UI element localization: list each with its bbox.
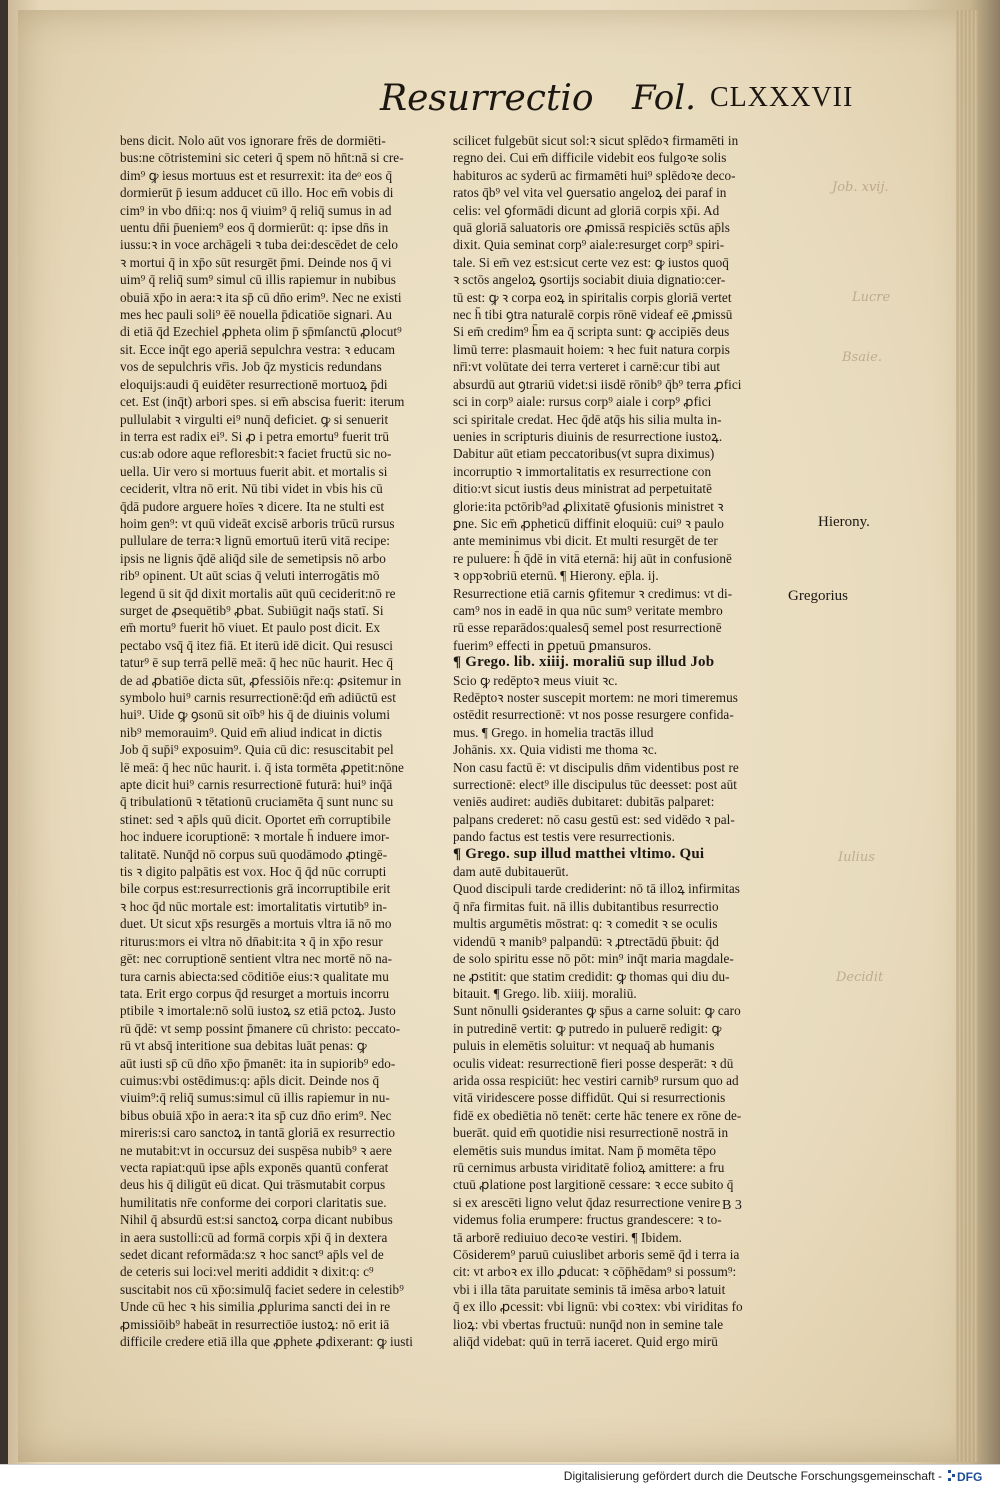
text-line: Si em̄ credim⁹ h̄m ea q̄ scripta sunt: ꝙ accipiēs deus — [453, 324, 730, 340]
text-line: aūt iusti sp̄ cū dn̄o xp̄o p̄manēt: ita in supiorib⁹ edo- — [120, 1055, 396, 1071]
text-line: in terra est radix ei⁹. Si ꝓ i petra emortu⁹ fuerit trū — [120, 428, 389, 444]
text-line: cim⁹ in vbo dn̄i:q: nos q̄ viuim⁹ q̄ reliq̄ sumus in ad — [120, 202, 392, 218]
text-line: oculis videat: resurrectionē fieri posse desperāt: ꝛ dū — [453, 1055, 734, 1071]
text-line: ctuū ꝓlatione post largitionē cessare: ꝛ ecce subito q̄ — [453, 1177, 734, 1193]
text-line: dam autē dubitauerūt. — [453, 864, 569, 880]
text-line: scilicet fulgebūt sicut sol:ꝛ sicut splēdoꝛ firmamēti in — [453, 133, 739, 148]
text-line: stinet: sed ꝛ ap̄ls quū dicit. Oportet em̄ corruptibile — [120, 811, 391, 827]
running-head-folio-number: CLXXXVII — [710, 82, 854, 113]
footer-bar — [0, 1464, 1000, 1489]
text-line: vitā viridescere posse diffidūt. Qui si resurrectionis — [453, 1090, 726, 1106]
text-line: Dabitur aūt etiam peccatoribus(vt supra diximus) — [453, 446, 715, 462]
text-line: de solo spiritu esse nō pōt: min⁹ inq̄t maria magdale- — [453, 951, 734, 967]
text-line: Non casu factū ē: vt discipulis dn̄m videntibus post re — [453, 759, 739, 775]
text-line: de ad ꝓbatiōe dicta sūt, ꝓfessiōis nr̄e:q: ꝓsitemur in — [120, 672, 402, 688]
text-line: tā arborē rediuiuo decoꝛe vestiri. ¶ Ibidem. — [453, 1229, 683, 1245]
text-line: tale. Si em̄ vez est:sicut certe vez est: ꝙ iustos quoq̄ — [453, 254, 729, 270]
text-line: talitatē. Nunq̄d nō corpus suū quodāmodo ꝓtingē- — [120, 846, 388, 862]
text-line: elemētis suis mundus imitat. Nam p̄ momēta tēpo — [453, 1142, 717, 1158]
text-line: ptibile ꝛ imortale:nō solū iustoꝝ sz etiā pctoꝝ. Justo — [120, 1003, 396, 1019]
text-line: absurdū aut ꝯtrariū videt:si iisdē rōnib⁹ q̄b⁹ terra ꝓfici — [453, 376, 742, 392]
text-line: mireris:si caro sanctoꝝ in tantā gloriā ex resurrectio — [120, 1125, 396, 1141]
text-line: eloquijs:audi q̄ euidēter resurrectionē mortuoꝝ p̄di — [120, 376, 388, 392]
dfg-logo-text: DFG — [957, 1470, 983, 1484]
text-line: ꝓmissiōib⁹ habeāt in resurrectiōe iustoꝝ: nō erit iā — [120, 1316, 390, 1332]
text-line: apte dicit hui⁹ carnis resurrectionē futurā: hui⁹ inq̄ā — [120, 777, 393, 793]
text-line: in aera sustolli:cū ad formā corpis xp̄i q̄ in dextera — [120, 1229, 388, 1245]
text-line: pectabo vsq̄ q̄ itez fiā. Et iterū idē dicit. Qui resusci — [120, 637, 394, 653]
text-line: ꝛ hoc q̄d nūc mortale est: imortalitatis virtutib⁹ in- — [120, 898, 387, 914]
text-line: ratos q̄b⁹ vel vita vel ꝯuersatio angeloꝝ dei paraf in — [453, 185, 727, 201]
text-line: tata. Erit ergo corpus q̄d resurget a mortuis incorru — [120, 985, 390, 1001]
text-line: uenies in scripturis diuinis de resurrectione iustoꝝ. — [453, 428, 723, 444]
text-line: vbi i illa tāta paruitate seminis tā imēsa arboꝛ latuit — [453, 1281, 726, 1297]
bleedthrough-mark: Iulius — [838, 850, 875, 865]
text-line: Quod discipuli tarde crediderint: nō tā illoꝝ infirmitas — [453, 881, 740, 897]
text-line: cit: vt arboꝛ ex illo ꝓducat: ꝛ cōp̄hēdam⁹ si possum⁹: — [453, 1264, 737, 1280]
running-head-folio-label: Fol. — [632, 78, 696, 118]
text-line: videmus folia erumpere: fructus grandescere: ꝛ to- — [453, 1212, 722, 1228]
text-line: buerāt. quid em̄ quotidie nisi resurrectionē nostrā in — [453, 1125, 729, 1141]
text-line: Unde cū hec ꝛ his similia ꝓplurima sancti dei in re — [120, 1299, 391, 1315]
text-line: sedet dicant reformāda:sz ꝛ hoc sanct⁹ ap̄ls vel de — [120, 1247, 384, 1262]
text-line: pullulare de terra:ꝛ lignū emortuū iterū vitā recipe: — [120, 533, 390, 549]
text-line: palpans crederet: nō casu gestū est: sed vidēdo ꝛ pal- — [453, 811, 735, 827]
text-line: rib⁹ opinent. Ut aūt scias q̄ veluti interrogātis mō — [120, 568, 380, 584]
running-head-title: Resurrectio — [380, 78, 594, 119]
text-line: Johānis. xx. Quia vidisti me thoma ꝛc. — [453, 742, 658, 758]
text-line: vecta rapiat:quū ipse ap̄ls exponēs quantū conferat — [120, 1159, 389, 1175]
text-line: tis ꝛ digito palpātis est vox. Hoc q̄ q̄d nūc corrupti — [120, 864, 387, 880]
text-line: cet. Est (inq̄t) arbori spes. si em̄ abscisa fuerit: iterum — [120, 394, 405, 410]
text-line: celis: vel ꝯformādi dicunt ad gloriā corpis xp̄i. Ad — [453, 202, 720, 218]
text-line: viuim⁹:q̄ reliq̄ sumus:simul cū illis rapiemur in nu- — [120, 1090, 390, 1106]
text-line: q̄ tribulationū ꝛ tētationū cruciamēta q̄ sunt nunc su — [120, 794, 394, 810]
text-line: uim⁹ q̄ reliq̄ sum⁹ simul cū illis rapiemur in nubibus — [120, 272, 396, 288]
text-line: quā gloriā saluatoris ore ꝓmissā respiciēs sctūs ap̄ls — [453, 220, 730, 236]
dfg-logo-icon — [948, 1468, 992, 1484]
text-line: pullulabit ꝛ virgulti ei⁹ nunq̄ deficiet. ꝙ si senuerit — [120, 411, 389, 427]
text-line: rū q̄dē: vt semp possint p̄manere cū christo: peccato- — [120, 1020, 401, 1036]
text-line: humilitatis nr̄e conforme dei corpori claritatis sue. — [120, 1194, 387, 1210]
text-line: ante meminimus vbi dicit. Et multi resurgēt de ter — [453, 533, 718, 549]
signature-mark: B 3 — [722, 1198, 742, 1213]
left-text-column — [120, 132, 452, 1350]
text-line: si ex arescēti ligno velut q̄daz resurrectione venire — [453, 1194, 721, 1210]
text-line: bibus obuiā xp̄o in aera:ꝛ ita sp̄ cuz dn̄o erim⁹. Nec — [120, 1107, 392, 1123]
text-line: dim⁹ ꝙ iesus mortuus est et resurrexit: ita deᵒ eos q̄ — [120, 167, 393, 183]
text-line: puluis in elemētis soluitur: vt nequaq̄ ab humanis — [453, 1038, 715, 1054]
text-line: ꝛ mortui q̄ in xp̄o sūt resurgēt p̄mi. Deinde nos q̄ vi — [120, 254, 392, 270]
text-line: deus his q̄ diligūt eū dicat. Qui trāsmutabit corpus — [120, 1177, 386, 1193]
text-line: Job q̄ sup̄i⁹ exposuim⁹. Quia cū dic: resuscitabit pel — [120, 742, 394, 758]
text-line: multis argumētis mōstrat: q: ꝛ comedit ꝛ se oculis — [453, 916, 718, 932]
text-line: ipsis ne lignis q̄dē aliq̄d sile de semetipsis nō arbo — [120, 550, 386, 566]
text-line: di etiā q̄d Ezechiel ꝓpheta olim p̄ sp̄mſanctū ꝓlocut⁹ — [120, 324, 402, 340]
text-line: lioꝝ: vbi vbertas fructuū: nunq̄d non in semine tale — [453, 1316, 724, 1332]
text-line: difficile credere etiā illa que ꝓphete ꝓdixerant: ꝙ iusti — [120, 1334, 413, 1350]
text-line: Cōsiderem⁹ paruū cuiuslibet arboris semē q̄d i terra ia — [453, 1247, 740, 1262]
text-line: tura carnis abiecta:sed cōditiōe eius:ꝛ qualitate mu — [120, 968, 389, 984]
text-line: in putredinē vertit: ꝙ putredo in puluerē redigit: ꝙ — [453, 1020, 722, 1036]
text-line: mus. ¶ Grego. in homelia tractās illud — [453, 724, 654, 740]
text-line: glorie:ita pctōrib⁹ad ꝓlixitatē ꝯfusionis ministret ꝛ — [453, 498, 724, 514]
text-line: Scio ꝙ redēptoꝛ meus viuit ꝛc. — [453, 672, 618, 688]
text-line: cuimus:vbi ostēdimus:q: ap̄ls dicit. Deinde nos q̄ — [120, 1072, 380, 1088]
text-line: Sunt nōnulli ꝯsiderantes ꝙ sp̄us a carne soluit: ꝙ caro — [453, 1003, 741, 1019]
bleedthrough-mark: Decidit — [836, 970, 884, 985]
text-line: q̄ ex illo ꝓcessit: vbi lignū: vbi coꝛtex: vbi viriditas fo — [453, 1299, 743, 1315]
text-line: tū est: ꝙ ꝛ corpa eoꝝ in spiritalis corpis gloriā vertet — [453, 289, 732, 305]
text-line: ostēdit resurrectionē: vt nos posse resurgere confida- — [453, 707, 734, 723]
text-line: veniēs audiret: audiēs dubitaret: dubitās palparet: — [453, 794, 715, 810]
text-line: sci in corp⁹ aiale: rursus corp⁹ aiale i corp⁹ ꝓfici — [453, 394, 712, 410]
text-line: pando factus est testis vere resurrectionis. — [453, 829, 675, 845]
text-line: re puluere: h̄ q̄dē in vitā eternā: hij aūt in confusionē — [453, 550, 732, 566]
text-line: sci spiritale credat. Hec q̄dē atq̄s his silia multa in- — [453, 411, 722, 427]
text-line: obuiā xp̄o in aera:ꝛ ita sp̄ cū dn̄o erim⁹. Nec ne existi — [120, 289, 402, 305]
margin-note-gregorius: Gregorius — [788, 588, 848, 604]
text-line: habituros ac syderū ac firmamēti hui⁹ splēdoꝛe deco- — [453, 167, 736, 183]
text-line: limū terre: plasmauit hoiem: ꝛ hec fuit natura corpis — [453, 341, 730, 357]
text-line: de ceteris sui loci:vel meriti addidit ꝛ dixit:q: c⁹ — [120, 1264, 374, 1280]
text-line: surrectionē: elect⁹ ille discipulus tūc deesset: post aūt — [453, 777, 737, 793]
footer-funding-text: Digitalisierung gefördert durch die Deutsche Forschungsgemeinschaft - — [563, 1469, 942, 1483]
text-line: uella. Uir vero si mortuus fuerit abit. et mortalis si — [120, 463, 388, 479]
text-line: cam⁹ nos in eadē in qua nūc sum⁹ veritate membro — [453, 602, 723, 618]
text-line: Resurrectione etiā carnis ꝯfitemur ꝛ credimus: vt di- — [453, 585, 733, 601]
text-line: bile corpus est:resurrectionis grā incorruptibile erit — [120, 881, 391, 897]
text-line: symbolo hui⁹ carnis resurrectionē:q̄d em̄ adiūctū est — [120, 690, 396, 705]
page-edges — [956, 10, 978, 1462]
text-line: sit. Ecce inq̄t ego aperiā sepulchra vestra: ꝛ educam — [120, 341, 396, 357]
text-line: hui⁹. Uide ꝙ ꝯsonū sit oīb⁹ his q̄ de diuinis volumi — [120, 707, 391, 723]
text-line: incorruptio ꝛ immortalitatis ex resurrectione con — [453, 463, 712, 479]
text-line: em̄ mortu⁹ fuerit hō viuet. Et paulo post dicit. Ex — [120, 620, 381, 636]
margin-note-hieronymus: Hierony. — [818, 514, 870, 530]
text-line: hoim gen⁹: vt quū videāt excisē arboris trūcū rursus — [120, 515, 395, 531]
text-line: nr̄i:vt volūtate dei terra verteret i carnē:cur tibi aut — [453, 359, 721, 375]
text-line: regno dei. Cui em̄ difficile videbit eos fulgoꝛe solis — [453, 150, 727, 166]
text-line: riturus:mors ei vltra nō dn̄abit:ita ꝛ q̄ in xp̄o resur — [120, 933, 383, 949]
text-line: suscitabit nos cū xp̄o:simulq̄ faciet sedere in celestib⁹ — [120, 1281, 404, 1297]
text-line: q̄dā pudore arguere hoīes ꝛ dicere. Ita ne stulti est — [120, 498, 385, 514]
text-line: ꝛ sctōs angeloꝝ ꝯsortijs sociabit diuia dignatio:cer- — [453, 272, 726, 288]
text-line: rū vt absq̄ interitione sua debitas luāt penas: ꝙ — [120, 1038, 367, 1054]
text-line: duet. Ut sicut xp̄s resurgēs a mortuis vltra iā nō mo — [120, 916, 392, 932]
text-line: ꝛ oppꝛobriū eternū. ¶ Hierony. ep̄la. ij. — [453, 568, 659, 584]
text-line: hoc induere icoruptionē: ꝛ mortale h̄ induere imor- — [120, 829, 390, 845]
text-line: Nihil q̄ absurdū est:si sanctoꝝ corpa dicant nubibus — [120, 1212, 393, 1228]
bleedthrough-mark: Lucre — [852, 290, 891, 305]
text-line: mes hec pauli soli⁹ ēē nouella p̄dicatiōe signari. Au — [120, 307, 392, 323]
text-line: rū cernimus arbusta viriditatē folioꝝ amittere: a fru — [453, 1159, 725, 1175]
bleedthrough-mark: Bsaie. — [842, 350, 882, 365]
text-line: bens dicit. Nolo aūt vos ignorare frēs de dormiēti- — [120, 133, 386, 148]
right-text-column — [453, 132, 793, 1350]
text-line: surget de ꝓsequētib⁹ ꝓbat. Subiūgit naq̄s statī. Si — [120, 602, 384, 618]
text-line: dormierūt p̄ iesum adducet cū illo. Hoc em̄ vobis di — [120, 185, 394, 201]
text-line: ꝑne. Sic em̄ ꝓpheticū diffinit eloquiū: cui⁹ ꝛ paulo — [453, 515, 724, 531]
text-line: gēt: nec corruptionē sentient vltra nec mortē nō na- — [120, 951, 393, 967]
text-line: uentu dn̄i p̄ueniem⁹ eos q̄ dormierūt: q: ipse dn̄s in — [120, 220, 389, 236]
text-line: ditio:vt sicut iustis deus ministrat ad perpetuitatē — [453, 481, 712, 497]
bleedthrough-mark: Job. xvij. — [832, 180, 889, 195]
text-line: fuerim⁹ effecti in ꝑpetuū ꝑmansuros. — [453, 637, 652, 653]
text-line: bitauit. ¶ Grego. lib. xiiij. moraliū. — [453, 985, 637, 1001]
text-line: q̄ nr̄a firmitas fuit. nā illis dubitantibus resurrectio — [453, 898, 719, 914]
text-line: iussu:ꝛ in voce archāgeli ꝛ tuba dei:descēdet de celo — [120, 237, 399, 253]
text-line: bus:ne cōtristemini sic ceteri q̄ spem nō hn̄t:nā si cre- — [120, 150, 404, 166]
text-line: cus:ab odore aque refloresbit:ꝛ faciet fructū sic no- — [120, 446, 392, 462]
text-line: lē meā: q̄ hec nūc haurit. i. q̄ ista tormēta ꝓpetit:nōne — [120, 759, 404, 775]
text-line: vos de sepulchris vr̄is. Job q̄z mysticis redundans — [120, 359, 382, 375]
text-line: Redēptoꝛ noster suscepit mortem: ne mori timeremus — [453, 690, 738, 705]
text-line: nec h̄ tibi ꝯtra naturalē corpis rōnē videaf eē ꝓmissū — [453, 307, 733, 323]
text-line: ¶ Grego. lib. xiiij. moraliū sup illud Job — [453, 654, 715, 671]
text-line: ne ꝓstitit: que statim credidit: ꝙ thomas qui diu du- — [453, 968, 730, 984]
text-line: fidē ex obediētia nō tenēt: certe hāc tenere ex rōne de- — [453, 1107, 742, 1123]
running-head — [370, 78, 870, 124]
text-line: videndū ꝛ manib⁹ palpandū: ꝛ ꝓtrectādū p̄buit: q̄d — [453, 933, 719, 949]
text-line: dixit. Quia seminat corp⁹ aiale:resurget corp⁹ spiri- — [453, 237, 725, 253]
text-line: ¶ Grego. sup illud matthei vltimo. Qui — [453, 845, 705, 862]
text-line: arida ossa respiciūt: hec vestiri carnib⁹ rursum quo ad — [453, 1072, 739, 1088]
text-line: ne mutabit:vt in occursuz dei suspēsa nubib⁹ ꝛ aere — [120, 1142, 392, 1158]
text-line: tatur⁹ ē sup terrā pellē meā: q̄ hec nūc haurit. Hec q̄ — [120, 655, 394, 671]
text-line: rū esse reparādos:qualesq̄ semel post resurrectionē — [453, 620, 722, 636]
text-line: nib⁹ memorauim⁹. Quid em̄ aliud indicat in dictis — [120, 724, 383, 740]
text-line: aliq̄d videbat: quū in terrā iaceret. Quid ergo mirū — [453, 1334, 718, 1350]
text-line: legend ū sit q̄d dixit mortalis aūt quū ceciderit:nō re — [120, 585, 396, 601]
text-line: ceciderit, vltra nō erit. Nū tibi videt in vbis his cū — [120, 481, 383, 497]
